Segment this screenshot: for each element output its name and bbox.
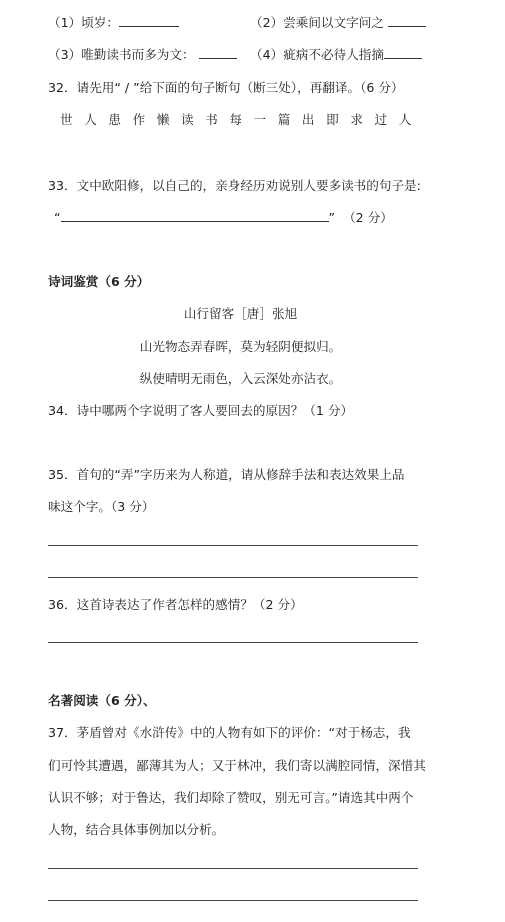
answer-line[interactable] <box>48 868 418 869</box>
poetry-heading: 诗词鉴赏（6 分） <box>48 274 150 289</box>
q31-item-4 <box>250 46 422 64</box>
q31-item-2 <box>250 14 426 32</box>
poem-title: 山行留客［唐］张旭 <box>183 306 298 321</box>
q37-prompt-line-2: 们可怜其遭遇，鄙薄其为人；又于林冲，我们寄以满腔同情，深惜其 <box>48 758 426 773</box>
answer-blank[interactable] <box>199 46 237 59</box>
q32-prompt: 32．请先用“ / ”给下面的句子断句（断三处），再翻译。（6 分） <box>48 80 404 95</box>
q33-score: （2 分） <box>343 210 393 225</box>
answer-line[interactable] <box>48 577 418 578</box>
answer-blank[interactable] <box>384 46 422 59</box>
q31-item-1 <box>48 14 179 32</box>
q31-item-3-text: （3）唯勤读书而多为文： <box>48 47 195 62</box>
open-quote: “ <box>54 210 61 225</box>
answer-line[interactable] <box>48 900 418 901</box>
answer-blank[interactable] <box>61 209 329 222</box>
q31-item-1-text: （1）顷岁： <box>48 15 119 30</box>
q31-item-4-text: （4）疵病不必待人指摘 <box>250 47 384 62</box>
q33-prompt: 33．文中欧阳修，以自己的，亲身经历劝说别人要多读书的句子是: <box>48 178 421 193</box>
answer-line[interactable] <box>48 545 418 546</box>
q35-prompt-line-2: 味这个字。（3 分） <box>48 499 155 514</box>
q34-prompt: 34．诗中哪两个字说明了客人要回去的原因？（1 分） <box>48 403 354 418</box>
q36-prompt: 36．这首诗表达了作者怎样的感情？（2 分） <box>48 597 303 612</box>
close-quote: ” <box>328 210 336 225</box>
q37-prompt-line-1: 37．茅盾曾对《水浒传》中的人物有如下的评价：“对于杨志，我 <box>48 725 411 740</box>
poem-line-1: 山光物态弄春晖，莫为轻阴便拟归。 <box>139 339 342 354</box>
answer-line[interactable] <box>48 642 418 643</box>
classics-heading: 名著阅读（6 分）、 <box>48 693 156 708</box>
answer-blank[interactable] <box>119 14 179 27</box>
q35-prompt-line-1: 35．首句的“弄”字历来为人称道，请从修辞手法和表达效果上品 <box>48 467 405 482</box>
q37-prompt-line-4: 人物，结合具体事例加以分析。 <box>48 822 225 837</box>
q31-item-3 <box>48 46 237 64</box>
q31-item-2-text: （2）尝乘间以文字问之 <box>250 15 384 30</box>
q33-answer-line <box>54 209 393 227</box>
q37-prompt-line-3: 认识不够；对于鲁达，我们却除了赞叹，别无可言。”请选其中两个 <box>48 790 414 805</box>
q32-sentence: 世人患作懒读书每一篇出即求过人 <box>60 112 423 127</box>
poem-line-2: 纵使晴明无雨色，入云深处亦沾衣。 <box>139 371 342 386</box>
answer-blank[interactable] <box>388 14 426 27</box>
